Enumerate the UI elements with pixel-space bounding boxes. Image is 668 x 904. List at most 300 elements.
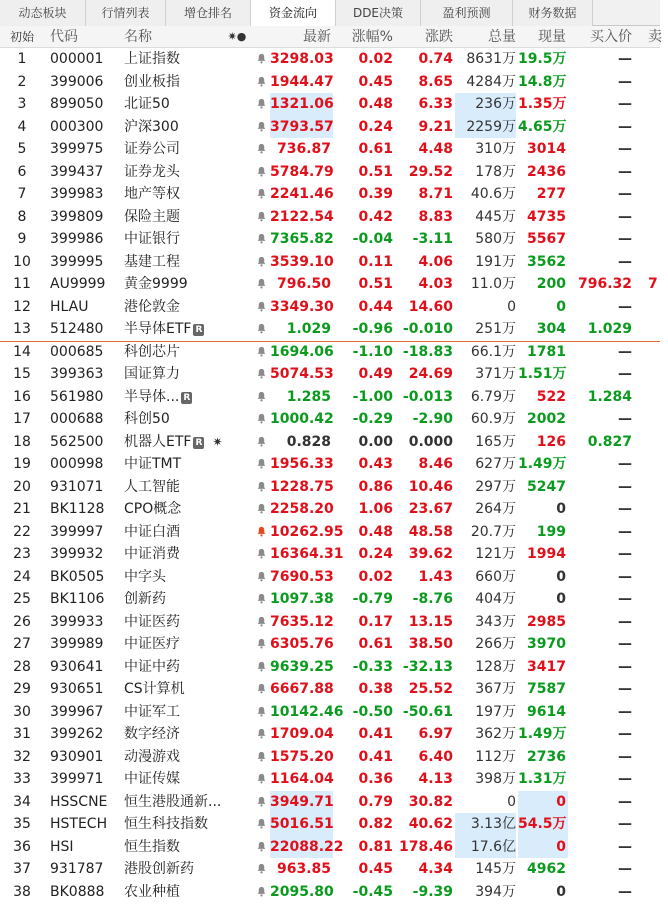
total-volume: 394万: [475, 883, 516, 900]
alert-bell-icon[interactable]: [253, 836, 269, 859]
row-index: 33: [13, 771, 31, 787]
table-row[interactable]: [0, 251, 660, 274]
total-volume: 3.13亿: [455, 813, 516, 836]
alert-bell-icon[interactable]: [253, 341, 269, 364]
stock-name: [124, 678, 252, 701]
stock-code: 399006: [50, 73, 104, 90]
col-header-bid[interactable]: 买入价: [590, 29, 632, 45]
bid-price: —: [618, 816, 632, 832]
table-row[interactable]: [0, 633, 660, 656]
stock-code: 000688: [50, 411, 104, 427]
alert-bell-icon[interactable]: [253, 881, 269, 904]
last-price: 5016.51: [270, 813, 333, 836]
change-percent: 0.11: [358, 253, 393, 270]
current-volume: 3970: [527, 636, 566, 652]
table-row[interactable]: [0, 678, 660, 701]
col-header-code[interactable]: 代码: [50, 29, 78, 45]
current-volume: 5247: [527, 478, 566, 495]
alert-bell-icon[interactable]: [253, 678, 269, 701]
total-volume: 145万: [475, 861, 516, 877]
bid-price: —: [618, 591, 632, 607]
alert-bell-icon[interactable]: [253, 656, 269, 679]
change-amount: -2.90: [412, 411, 453, 427]
stock-name: [124, 498, 252, 521]
stock-code: 000998: [50, 456, 104, 472]
table-row[interactable]: [0, 611, 660, 634]
change-amount: 29.52: [408, 163, 453, 180]
table-row[interactable]: [0, 453, 660, 476]
row-index: 18: [13, 433, 31, 450]
change-amount: 4.34: [418, 861, 453, 877]
last-price: 0.828: [286, 433, 331, 450]
table-row[interactable]: [0, 566, 660, 589]
stock-name: [124, 161, 252, 184]
row-index: 38: [13, 883, 31, 900]
stock-name: [124, 723, 252, 746]
total-volume: 362万: [475, 726, 516, 742]
col-header-pct[interactable]: 涨幅%: [351, 29, 393, 45]
change-percent: 0.49: [358, 366, 393, 382]
table-row[interactable]: [0, 93, 660, 116]
stock-code: 930651: [50, 681, 104, 697]
table-row[interactable]: [0, 228, 660, 251]
stock-name: [124, 566, 252, 589]
last-price: 1.285: [286, 388, 331, 405]
tab-2[interactable]: 增仓排名: [166, 0, 251, 26]
bid-price: —: [618, 748, 632, 765]
alert-bell-icon[interactable]: [253, 723, 269, 746]
total-volume: 580万: [475, 231, 516, 247]
bid-price: —: [618, 658, 632, 675]
alert-bell-icon[interactable]: [253, 408, 269, 431]
stock-name-text: 中证TMT: [124, 456, 182, 472]
total-volume: 60.9万: [470, 411, 516, 427]
stock-name: [124, 183, 252, 206]
tab-1[interactable]: 行情列表: [86, 0, 166, 26]
last-price: 10142.46: [270, 703, 344, 720]
stock-name: [124, 633, 252, 656]
bid-price: —: [618, 546, 632, 562]
change-amount: -0.010: [402, 321, 453, 337]
tab-6[interactable]: 财务数据: [513, 0, 593, 26]
last-price: 1000.42: [270, 411, 334, 427]
change-amount: -50.61: [402, 703, 453, 720]
change-percent: 0.61: [358, 636, 393, 652]
last-price: 1694.06: [270, 343, 334, 360]
current-volume: 5567: [527, 231, 566, 247]
row-index: 24: [13, 568, 31, 585]
alert-bell-icon[interactable]: [253, 161, 269, 184]
change-amount: 48.58: [408, 523, 453, 540]
total-volume: 197万: [475, 703, 516, 720]
change-amount: 14.60: [408, 298, 453, 315]
total-volume: 165万: [475, 433, 516, 450]
alert-bell-icon[interactable]: [253, 633, 269, 656]
current-volume: 54.5万: [518, 813, 568, 836]
table-row[interactable]: [0, 48, 660, 71]
stock-name-text: 数字经济: [124, 726, 180, 742]
last-price: 7365.82: [270, 231, 334, 247]
stock-name: [124, 746, 252, 769]
bid-price: —: [618, 73, 632, 90]
stock-code: BK0888: [50, 883, 105, 900]
last-price: 1228.75: [270, 478, 334, 495]
last-price: 1709.04: [270, 726, 334, 742]
tab-0[interactable]: 动态板块: [0, 0, 86, 26]
margin-badge-icon: R: [193, 437, 204, 449]
row-index: 32: [13, 748, 31, 765]
stock-name: [124, 71, 252, 94]
last-price: 1.029: [286, 321, 331, 337]
current-volume: 522: [536, 388, 566, 405]
alert-bell-icon[interactable]: [253, 138, 269, 161]
alert-bell-icon[interactable]: [253, 566, 269, 589]
stock-code: 399975: [50, 141, 104, 157]
total-volume: 112万: [475, 748, 516, 765]
table-row[interactable]: [0, 431, 660, 454]
alert-bell-icon[interactable]: [253, 386, 269, 409]
bid-price: —: [618, 681, 632, 697]
change-amount: 4.48: [418, 141, 453, 157]
table-row[interactable]: [0, 746, 660, 769]
table-row[interactable]: [0, 656, 660, 679]
stock-name-text: CS计算机: [124, 681, 185, 697]
bid-price: —: [618, 636, 632, 652]
col-header-index[interactable]: 初始: [9, 30, 34, 44]
stock-code: BK0505: [50, 568, 105, 585]
table-row[interactable]: [0, 71, 660, 94]
stock-code: HLAU: [50, 298, 89, 315]
total-volume: 11.0万: [470, 276, 516, 292]
col-header-name[interactable]: 名称: [124, 29, 152, 45]
tab-3[interactable]: 资金流向: [251, 0, 336, 27]
table-row[interactable]: [0, 521, 660, 544]
alert-bell-icon[interactable]: [253, 206, 269, 229]
current-volume: 4735: [527, 208, 566, 225]
alert-bell-icon[interactable]: [253, 746, 269, 769]
alert-bell-icon[interactable]: [253, 543, 269, 566]
change-percent: 0.24: [358, 118, 393, 135]
table-row[interactable]: [0, 273, 660, 296]
change-amount: 25.52: [408, 681, 453, 697]
stock-name: [124, 408, 252, 431]
stock-name: [124, 656, 252, 679]
table-row[interactable]: [0, 791, 660, 814]
last-price: 5074.53: [270, 366, 334, 382]
change-amount: 9.21: [418, 118, 453, 135]
stock-code: BK1128: [50, 501, 105, 517]
stock-name-text: 港伦敦金: [124, 298, 180, 315]
change-percent: 0.36: [358, 771, 393, 787]
alert-bell-icon[interactable]: [253, 453, 269, 476]
stock-name-text: 中证白酒: [124, 523, 180, 540]
bid-price: —: [618, 456, 632, 472]
stock-name: [124, 386, 252, 409]
row-index: 6: [17, 163, 27, 180]
table-row[interactable]: [0, 318, 660, 341]
tab-4[interactable]: DDE决策: [336, 0, 421, 26]
current-volume: 0: [518, 836, 568, 859]
table-row[interactable]: [0, 161, 660, 184]
change-amount: -3.11: [412, 231, 453, 247]
table-row[interactable]: [0, 723, 660, 746]
change-amount: -8.76: [412, 591, 453, 607]
total-volume: 343万: [475, 613, 516, 630]
row-index: 21: [13, 501, 31, 517]
alert-bell-icon[interactable]: [253, 48, 269, 71]
table-row[interactable]: [0, 701, 660, 724]
stock-name-text: 地产等权: [124, 186, 180, 202]
total-volume: 371万: [475, 366, 516, 382]
change-percent: 0.86: [358, 478, 393, 495]
change-percent: 0.38: [358, 681, 393, 697]
col-header-marker[interactable]: ✷●: [227, 30, 247, 43]
change-percent: -0.33: [352, 658, 393, 675]
row-index: 1: [17, 51, 27, 67]
last-price: 796.50: [276, 276, 331, 292]
total-volume: 445万: [475, 208, 516, 225]
table-row[interactable]: [0, 476, 660, 499]
alert-bell-icon[interactable]: [253, 791, 269, 814]
margin-badge-icon: R: [193, 324, 204, 336]
current-volume: 9614: [527, 703, 566, 720]
bid-price: 1.029: [587, 321, 632, 337]
alert-bell-icon[interactable]: [253, 701, 269, 724]
alert-bell-icon[interactable]: [253, 71, 269, 94]
alert-bell-icon[interactable]: [253, 588, 269, 611]
alert-bell-icon[interactable]: [253, 93, 269, 116]
stock-name: [124, 363, 252, 386]
stock-name: [124, 476, 252, 499]
current-volume: 3014: [527, 141, 566, 157]
current-volume: 2002: [527, 411, 566, 427]
change-percent: 0.41: [358, 748, 393, 765]
change-percent: -0.29: [352, 411, 393, 427]
current-volume: 199: [536, 523, 566, 540]
row-index: 28: [13, 658, 31, 675]
table-row[interactable]: [0, 768, 660, 791]
stock-code: 399986: [50, 231, 104, 247]
stock-code: 399932: [50, 546, 104, 562]
stock-name: [124, 768, 252, 791]
alert-bell-icon[interactable]: [253, 296, 269, 319]
change-amount: 38.50: [408, 636, 453, 652]
stock-name: [124, 296, 252, 319]
stock-name-text: 中证军工: [124, 703, 180, 720]
stock-name-text: 基建工程: [124, 253, 180, 270]
total-volume: 2259万: [455, 116, 516, 139]
row-index: 2: [17, 73, 27, 90]
stock-name: [124, 318, 252, 341]
row-index: 13: [13, 321, 31, 337]
stock-name-text: 半导体ETF: [124, 321, 192, 337]
alert-bell-icon[interactable]: [253, 363, 269, 386]
last-price: 736.87: [276, 141, 331, 157]
stock-name-text: 中字头: [124, 568, 166, 585]
stock-code: 399983: [50, 186, 104, 202]
stock-name: [124, 116, 252, 139]
stock-code: 000300: [50, 118, 104, 135]
row-index: 5: [17, 141, 27, 157]
table-row[interactable]: [0, 813, 660, 836]
margin-badge-icon: R: [181, 392, 192, 404]
col-header-last[interactable]: 最新: [303, 29, 331, 45]
change-percent: -0.04: [352, 231, 393, 247]
change-amount: 8.83: [418, 208, 453, 225]
alert-bell-icon[interactable]: [253, 611, 269, 634]
total-volume: 627万: [475, 456, 516, 472]
alert-bell-icon[interactable]: [253, 318, 269, 341]
change-amount: 8.71: [418, 186, 453, 202]
stock-name: [124, 881, 252, 904]
col-header-ask[interactable]: 卖: [648, 29, 662, 45]
current-volume: 277: [536, 186, 566, 202]
table-row[interactable]: [0, 588, 660, 611]
col-header-current-volume[interactable]: 现量: [538, 29, 566, 45]
alert-bell-icon[interactable]: [253, 498, 269, 521]
stock-code: HSI: [50, 838, 74, 855]
col-header-volume[interactable]: 总量: [488, 29, 516, 45]
row-index: 20: [13, 478, 31, 495]
stock-name-text: 中证消费: [124, 546, 180, 562]
stock-name: [124, 858, 252, 881]
bid-price: —: [618, 343, 632, 360]
stock-name-text: 人工智能: [124, 478, 180, 495]
alert-bell-icon[interactable]: [253, 521, 269, 544]
change-amount: 8.65: [418, 73, 453, 90]
alert-bell-icon[interactable]: [253, 251, 269, 274]
current-volume: 0: [556, 568, 566, 585]
last-price: 16364.31: [270, 546, 344, 562]
table-row[interactable]: [0, 116, 660, 139]
last-price: 2122.54: [270, 208, 334, 225]
change-amount: 4.06: [418, 253, 453, 270]
tab-5[interactable]: 盈利预测: [421, 0, 513, 26]
stock-name: [124, 611, 252, 634]
row-index: 36: [13, 838, 31, 855]
total-volume: 20.7万: [470, 523, 516, 540]
table-row[interactable]: [0, 206, 660, 229]
bid-price: —: [618, 883, 632, 900]
change-percent: 1.06: [358, 501, 393, 517]
stock-code: 930641: [50, 658, 104, 675]
change-percent: 0.39: [358, 186, 393, 202]
row-index: 31: [13, 726, 31, 742]
stock-code: 399809: [50, 208, 104, 225]
current-volume: 14.8万: [518, 73, 567, 90]
table-row[interactable]: [0, 836, 660, 859]
table-row[interactable]: [0, 498, 660, 521]
alert-bell-icon[interactable]: [253, 273, 269, 296]
total-volume: 0: [507, 298, 516, 315]
stock-code: 399997: [50, 523, 104, 540]
last-price: 1164.04: [270, 771, 334, 787]
stock-code: 399989: [50, 636, 104, 652]
row-index: 4: [17, 118, 27, 135]
change-amount: 24.69: [408, 366, 453, 382]
table-row[interactable]: [0, 183, 660, 206]
current-volume: 19.5万: [518, 51, 567, 67]
alert-bell-icon[interactable]: [253, 228, 269, 251]
last-price: 9639.25: [270, 658, 334, 675]
table-row[interactable]: [0, 296, 660, 319]
bid-price: —: [618, 298, 632, 315]
quote-table: [0, 48, 660, 899]
star-marker-icon: ✷: [212, 434, 223, 449]
alert-bell-icon[interactable]: [253, 858, 269, 881]
bid-price: —: [618, 186, 632, 202]
row-index: 17: [13, 411, 31, 427]
alert-bell-icon[interactable]: [253, 813, 269, 836]
last-price: 3949.71: [270, 791, 333, 814]
row-index: 11: [13, 276, 31, 292]
stock-code: HSSCNE: [50, 793, 108, 810]
stock-name: [124, 273, 252, 296]
alert-bell-icon[interactable]: [253, 768, 269, 791]
alert-bell-icon[interactable]: [253, 476, 269, 499]
current-volume: 1781: [527, 343, 566, 360]
alert-bell-icon[interactable]: [253, 183, 269, 206]
current-volume: 0: [556, 591, 566, 607]
alert-bell-icon[interactable]: [253, 116, 269, 139]
table-row[interactable]: [0, 543, 660, 566]
bid-price: —: [618, 253, 632, 270]
current-volume: 0: [556, 501, 566, 517]
stock-name-text: 中证医药: [124, 613, 180, 630]
change-amount: -0.013: [402, 388, 453, 405]
stock-code: 399967: [50, 703, 104, 720]
table-row[interactable]: [0, 363, 660, 386]
col-header-chg[interactable]: 涨跌: [425, 29, 453, 45]
change-amount: 13.15: [408, 613, 453, 630]
change-percent: 0.45: [358, 861, 393, 877]
total-volume: 0: [507, 793, 516, 810]
stock-name-text: 中证传媒: [124, 771, 180, 787]
change-amount: 30.82: [408, 793, 453, 810]
table-row[interactable]: [0, 858, 660, 881]
last-price: 2258.20: [270, 501, 334, 517]
change-amount: 178.46: [398, 838, 453, 855]
bid-price: —: [618, 141, 632, 157]
stock-name: [124, 206, 252, 229]
table-row[interactable]: [0, 408, 660, 431]
table-row[interactable]: [0, 341, 660, 364]
stock-code: 399933: [50, 613, 104, 630]
current-volume: 3562: [527, 253, 566, 270]
total-volume: 266万: [475, 636, 516, 652]
bid-price: —: [618, 51, 632, 67]
alert-bell-icon[interactable]: [253, 431, 269, 454]
row-index: 22: [13, 523, 31, 540]
change-percent: 0.51: [358, 163, 393, 180]
total-volume: 8631万: [466, 51, 516, 67]
current-volume: 3417: [527, 658, 566, 675]
current-volume: 0: [556, 298, 566, 315]
bid-price: —: [618, 703, 632, 720]
stock-code: 399971: [50, 771, 104, 787]
stock-name-text: 港股创新药: [124, 861, 194, 877]
table-row[interactable]: [0, 881, 660, 904]
stock-code: 399437: [50, 163, 104, 180]
stock-name-text: 恒生港股通新...: [124, 793, 222, 810]
total-volume: 40.6万: [470, 186, 516, 202]
stock-code: AU9999: [50, 276, 106, 292]
table-row[interactable]: [0, 386, 660, 409]
last-price: 1956.33: [270, 456, 334, 472]
table-row[interactable]: [0, 138, 660, 161]
current-volume: 304: [536, 321, 566, 337]
row-index: 26: [13, 613, 31, 630]
